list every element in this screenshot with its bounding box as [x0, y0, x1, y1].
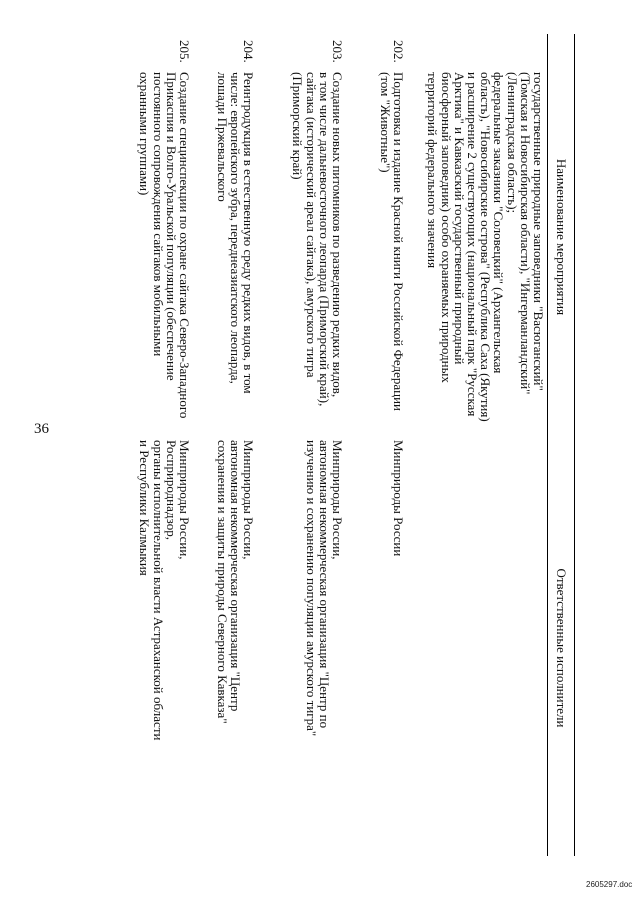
name-line: Создание новых питомников по разведению редких видов, [330, 72, 345, 398]
name-line: область), "Новосибирские острова" (Республика Саха (Якутия) [478, 72, 494, 422]
name-line: Создание специнспекции по охране сайгака Северо-Западного [177, 72, 192, 419]
name-line: Реинтродукция в естественную среду редких видов, в том [241, 72, 256, 394]
row-number: 205. [177, 40, 192, 63]
name-line: федеральные заказники "Соловецкий" (Архангельская [491, 72, 507, 374]
executor-line: изучению и сохранению популяции амурского тигра" [303, 440, 319, 737]
row-name [215, 72, 255, 436]
name-line: (Ленинградская область); [504, 72, 520, 214]
executor-line: Минприроды России, [330, 440, 345, 560]
column-header-name: Наименование мероприятия [554, 158, 569, 316]
row-executors [138, 440, 191, 852]
name-line: лошади Пржевальского [214, 72, 230, 202]
row-executors [304, 440, 344, 852]
name-line: (том "Животные") [377, 72, 393, 173]
table-header [547, 34, 575, 856]
row-executors [392, 440, 405, 852]
name-line: (Томская и Новосибирская области), "Ингерманландский" [517, 72, 533, 395]
executor-line: и Республики Калмыкия [137, 440, 153, 576]
executor-line: автономная некоммерческая организация "Центр по [316, 440, 332, 729]
column-header-executors: Ответственные исполнители [554, 568, 569, 728]
executor-line: Минприроды России, [177, 440, 192, 560]
row-name [426, 72, 545, 436]
name-line: Подготовка и издание Красной книги Российской Федерации [391, 72, 406, 411]
executor-line: сохранения и защиты природы Северного Кавказа" [214, 440, 230, 724]
name-line: охранными группами) [137, 72, 153, 196]
name-line: числе: европейского зубра, переднеазиатского леопарда, [227, 72, 243, 384]
name-line: Арктика" и Кавказский государственный природный [451, 72, 467, 365]
name-line: Прикаспия и Волго-Уральской популяции (обеспечение [163, 72, 179, 381]
name-line: биосферный заповедник) особо охраняемых природных [438, 72, 454, 383]
executor-line: органы исполнительной власти Астраханской области [150, 440, 166, 741]
executor-line: автономная некоммерческая организация "Центр [227, 440, 243, 712]
row-number: 204. [241, 40, 256, 63]
row-name [379, 72, 405, 436]
rotated-table [75, 34, 575, 856]
name-line: территорий федерального значения [425, 72, 441, 269]
name-line: сайгака (исторический ареал сайгака), амурского тигра [303, 72, 319, 378]
row-number: 203. [330, 40, 345, 63]
name-line: государственные природные заповедники "Васюганский" [531, 72, 546, 391]
row-number: 202. [391, 40, 406, 63]
executor-line: Росприроднадзор, [163, 440, 179, 540]
row-executors [215, 440, 255, 852]
executor-line: Минприроды России, [241, 440, 256, 560]
page-number: 36 [34, 421, 49, 437]
row-name [291, 72, 344, 436]
name-line: в том числе дальневосточного леопарда (Приморский край), [316, 72, 332, 407]
footer-doc-code: 2605297.doc [586, 880, 633, 889]
row-name [138, 72, 191, 436]
executor-line: Минприроды России [391, 440, 406, 557]
name-line: и расширение 2 существующих (национальный парк "Русская [464, 72, 480, 417]
name-line: (Приморский край) [290, 72, 306, 180]
name-line: постоянного сопровождения сайгаков мобильными [150, 72, 166, 357]
